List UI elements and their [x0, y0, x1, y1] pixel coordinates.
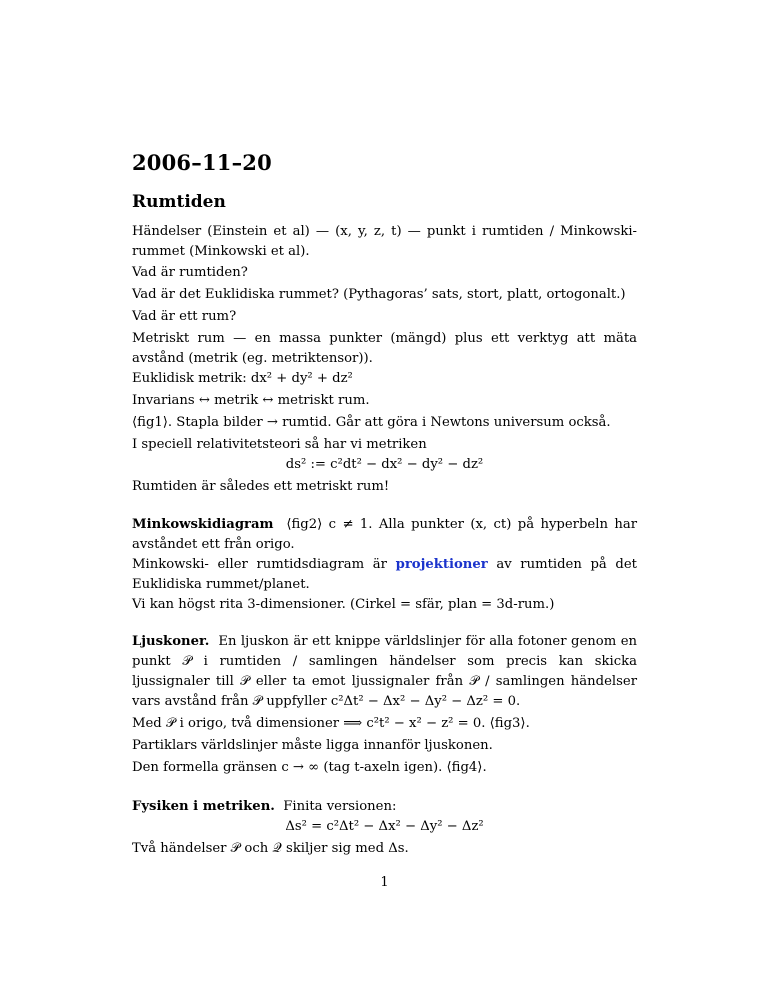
paragraph-lightcones: [132, 632, 637, 712]
date-heading: 2006–11–20: [132, 150, 272, 175]
document-page: [132, 0, 637, 994]
paragraph-conclusion: Rumtiden är således ett metriskt rum!: [132, 479, 390, 494]
paragraph-origin: Med 𝒫 i origo, två dimensioner ⟹ c²t² − x² − z² = 0. ⟨fig3⟩.: [132, 716, 530, 731]
equation-finite: Δs² = c²Δt² − Δx² − Δy² − Δz²: [285, 819, 484, 834]
lightcones-title: Ljuskoner.: [132, 634, 210, 649]
paragraph-dimensions: Vi kan högst rita 3-dimensioner. (Cirkel = sfär, plan = 3d-rum.): [132, 597, 555, 612]
projections-link[interactable]: projektioner: [395, 557, 488, 572]
paragraph-limit: Den formella gränsen c → ∞ (tag t-axeln igen). ⟨fig4⟩.: [132, 760, 487, 775]
paragraph-special-relativity: I speciell relativitetsteori så har vi metriken: [132, 437, 427, 452]
physics-text: Finita versionen:: [283, 799, 397, 814]
minkowski-text: ⟨fig2⟩ c ≠ 1. Alla punkter (x, ct) på hyperbeln har avståndet ett från origo.: [132, 517, 637, 552]
minkowski-title: Minkowskidiagram: [132, 517, 274, 532]
paragraph-difference: Två händelser 𝒫 och 𝒬 skiljer sig med Δs.: [132, 841, 409, 856]
paragraph-question-euclid: Vad är det Euklidiska rummet? (Pythagoras’ sats, stort, platt, ortogonalt.): [132, 287, 626, 302]
paragraph-events: Händelser (Einstein et al) — (x, y, z, t) — punkt i rumtiden / Minkowski-rummet (Minkowski et al).: [132, 224, 637, 259]
paragraph-fig1: ⟨fig1⟩. Stapla bilder → rumtid. Går att göra i Newtons universum också.: [132, 415, 611, 430]
paragraph-invariance: Invarians ↔ metrik ↔ metriskt rum.: [132, 393, 370, 408]
paragraph-worldlines: Partiklars världslinjer måste ligga innanför ljuskonen.: [132, 738, 493, 753]
paragraph-euclid-metric: Euklidisk metrik: dx² + dy² + dz²: [132, 371, 353, 386]
paragraph-question-space: Vad är ett rum?: [132, 309, 237, 324]
paragraph-question-spacetime: Vad är rumtiden?: [132, 265, 248, 280]
paragraph-minkowski: [132, 515, 637, 555]
physics-title: Fysiken i metriken.: [132, 799, 275, 814]
paragraph-projections: [132, 555, 637, 595]
page-number: 1: [380, 875, 389, 890]
projections-text-after: av rumtiden på det Euklidiska rummet/planet.: [132, 557, 637, 592]
projections-text-before: Minkowski- eller rumtidsdiagram är: [132, 557, 387, 572]
paragraph-physics: [132, 797, 637, 817]
lightcones-text: En ljuskon är ett knippe världslinjer för alla fotoner genom en punkt 𝒫 i rumtiden / samlingen händelser som precis kan skicka ljussignaler till 𝒫 eller ta emot ljussignaler från 𝒫 / samlingen händelser vars avstånd från 𝒫 uppfyller c²Δt² − Δx² − Δy² − Δz² = 0.: [132, 634, 637, 709]
section-title: Rumtiden: [132, 192, 226, 212]
equation-metric: ds² := c²dt² − dx² − dy² − dz²: [285, 457, 484, 472]
paragraph-metric-space: Metriskt rum — en massa punkter (mängd) plus ett verktyg att mäta avstånd (metrik (eg. metriktensor)).: [132, 331, 637, 366]
